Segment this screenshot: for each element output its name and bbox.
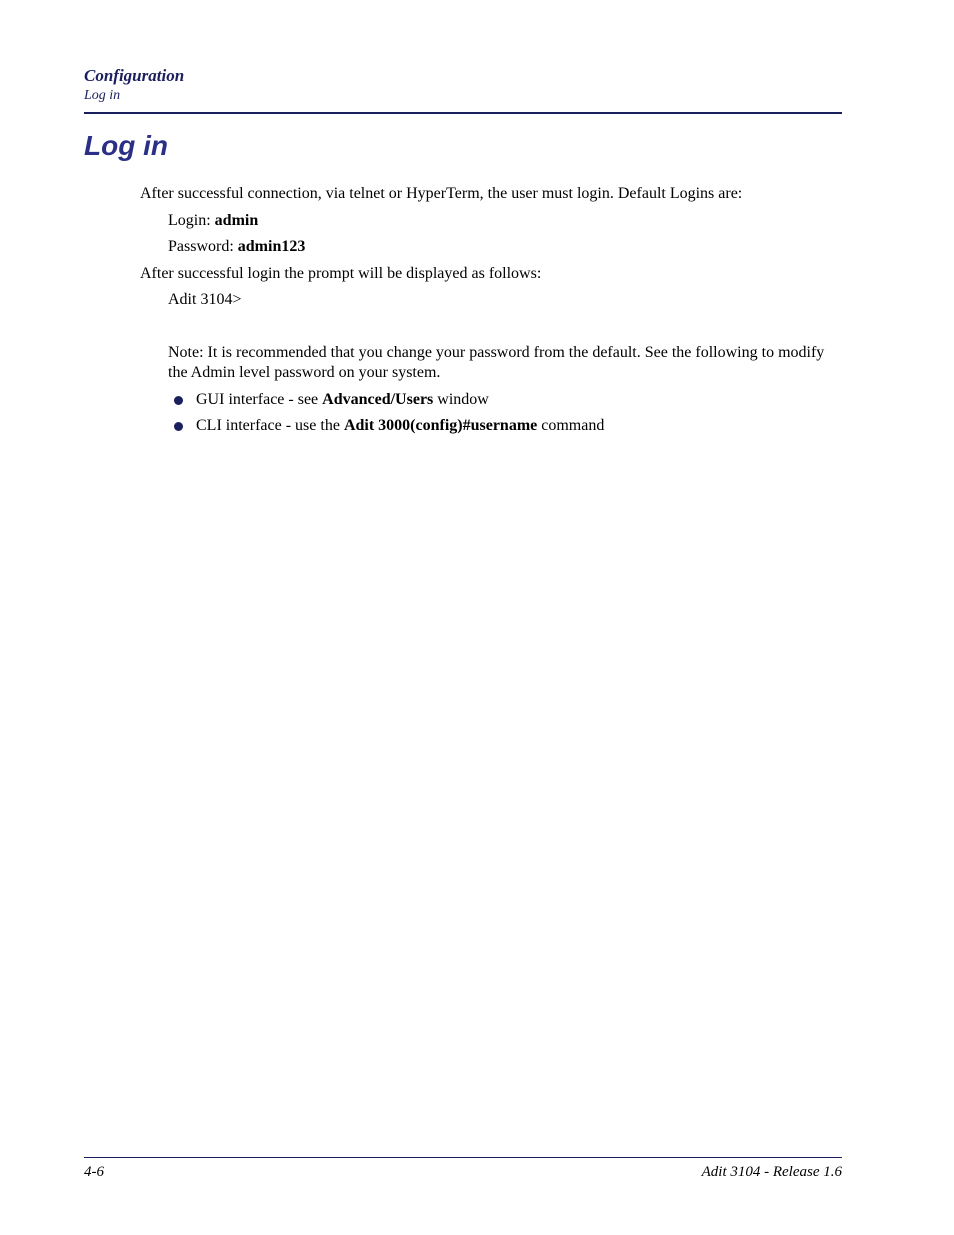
login-value: admin	[214, 212, 259, 229]
header-section: Log in	[84, 88, 121, 103]
password-label: Password:	[168, 238, 238, 255]
bullet-icon	[174, 422, 183, 431]
bullet-pre: CLI interface - use the	[196, 417, 344, 434]
login-label: Login:	[168, 212, 215, 229]
bullet-pre: GUI interface - see	[196, 391, 323, 408]
default-password-line	[168, 237, 305, 257]
page-title: Log in	[84, 130, 168, 161]
header-chapter: Configuration	[84, 66, 185, 85]
prompt-intro-paragraph: After successful login the prompt will be displayed as follows:	[140, 265, 542, 282]
footer-document-title: Adit 3104 - Release 1.6	[701, 1164, 842, 1180]
bullet-text	[196, 390, 489, 410]
header-divider	[84, 112, 842, 114]
bullet-post: command	[537, 417, 605, 434]
password-value: admin123	[237, 238, 306, 255]
default-login-line	[168, 211, 258, 231]
bullet-bold: Adit 3000(config)#username	[343, 417, 538, 434]
bullet-bold: Advanced/Users	[322, 391, 434, 408]
bullet-icon	[174, 396, 183, 405]
footer-page-number: 4-6	[84, 1164, 104, 1180]
bullet-post: window	[433, 391, 489, 408]
prompt-example: Adit 3104>	[168, 291, 242, 308]
note-paragraph: Note: It is recommended that you change your password from the default. See the following to modify the Admin level password on your system.	[168, 344, 825, 381]
footer-divider	[84, 1157, 842, 1158]
bullet-text	[196, 416, 604, 436]
intro-paragraph: After successful connection, via telnet or HyperTerm, the user must login. Default Logins are:	[140, 185, 743, 202]
